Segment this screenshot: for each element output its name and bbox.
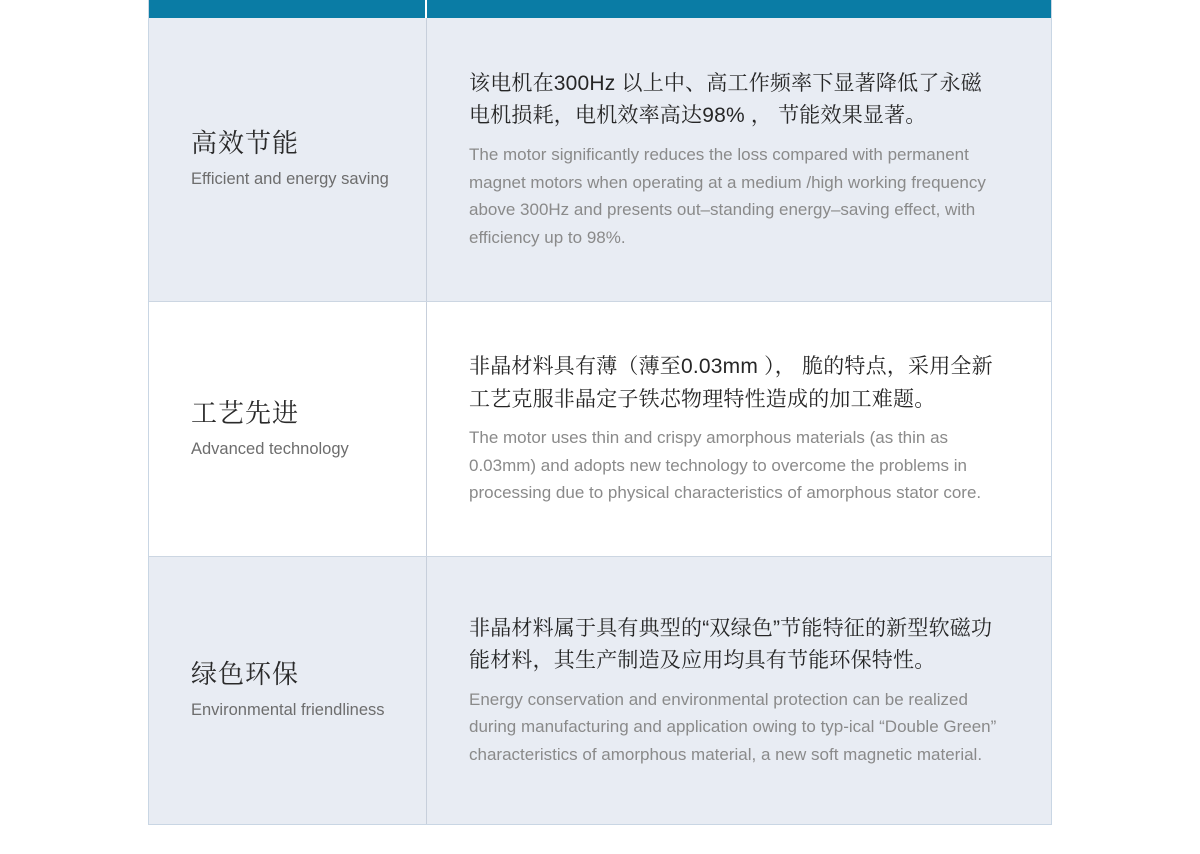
feature-description-cell: [427, 302, 1051, 556]
feature-description-cell: [427, 557, 1051, 824]
feature-table: [148, 0, 1052, 825]
table-row: [149, 18, 1051, 301]
feature-body-en: The motor uses thin and crispy amorphous materials (as thin as 0.03mm) and adopts new technology to overcome the problems in processing due to physical characteristics of amorphous stator core.: [469, 428, 982, 503]
table-row: [149, 301, 1051, 556]
feature-description-cell: [427, 18, 1051, 301]
feature-title-cn: 高效节能: [191, 128, 300, 159]
feature-body-en: Energy conservation and environmental protection can be realized during manufacturing and application owing to typ-ical “Double Green” characteristics of amorphous material, a new soft magnetic material.: [469, 689, 997, 764]
table-header-right-cell: [427, 0, 1051, 18]
feature-body-cn: 非晶材料属于具有典型的“双绿色”节能特征的新型软磁功能材料，其生产制造及应用均具有节能环保特性。: [469, 616, 993, 673]
table-header-bar: [149, 0, 1051, 18]
feature-body-cn: 非晶材料具有薄（薄至0.03mm ）， 脆的特点，采用全新工艺克服非晶定子铁芯物理特性造成的加工难题。: [469, 355, 993, 411]
feature-title-en: Environmental friendliness: [191, 701, 385, 720]
feature-title-en: Efficient and energy saving: [191, 170, 389, 189]
feature-title-en: Advanced technology: [191, 439, 349, 458]
feature-title-cn: 绿色环保: [191, 659, 300, 690]
table-row: [149, 556, 1051, 824]
feature-title-cell: [149, 557, 427, 824]
feature-title-cn: 工艺先进: [191, 397, 300, 428]
feature-body-cn: 该电机在300Hz 以上中、高工作频率下显著降低了永磁电机损耗，电机效率高达98% ， 节能效果显著。: [469, 71, 982, 128]
feature-title-cell: [149, 18, 427, 301]
feature-body-en: The motor significantly reduces the loss compared with permanent magnet motors when operating at a medium /high working frequency above 300Hz and presents out–standing energy–saving effect, with efficiency up to 98%.: [469, 144, 986, 247]
table-header-left-cell: [149, 0, 427, 18]
feature-title-cell: [149, 302, 427, 556]
